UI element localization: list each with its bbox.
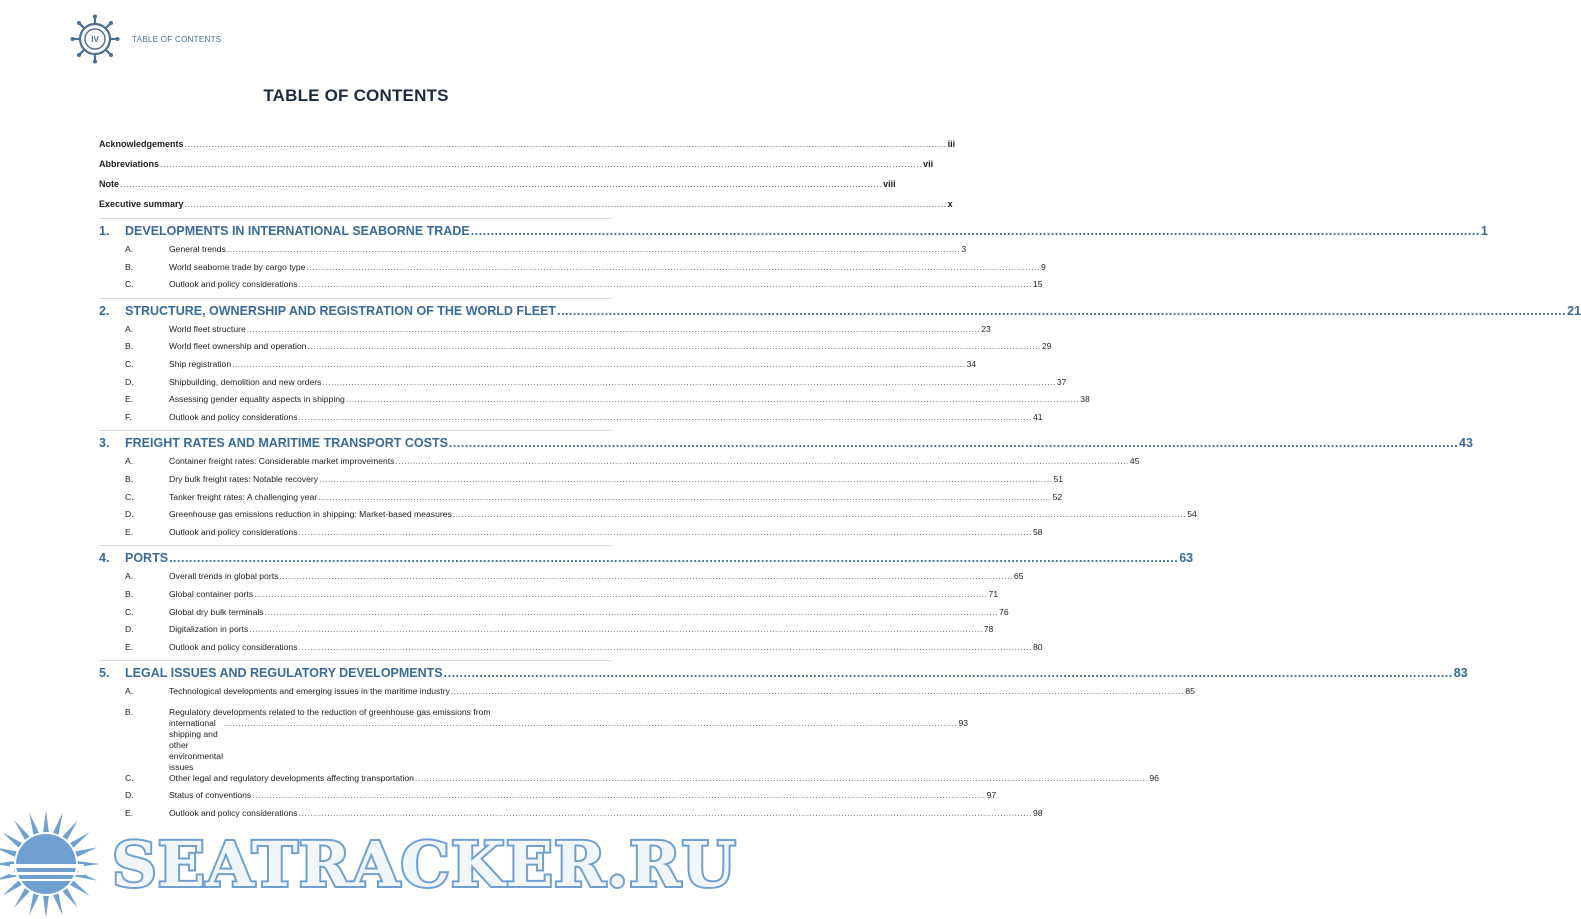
- page-number: iii: [947, 139, 956, 149]
- page-header: [70, 14, 221, 64]
- chapter-number: 5.: [99, 666, 110, 681]
- section-letter: D.: [125, 624, 134, 635]
- dot-leader: [265, 607, 998, 618]
- dot-leader: [557, 302, 1566, 320]
- page-number: 34: [966, 358, 977, 369]
- section-entry[interactable]: [99, 588, 999, 607]
- section-entry[interactable]: [99, 606, 1009, 625]
- section-entry[interactable]: [99, 772, 1159, 791]
- section-title: Status of conventions: [169, 790, 252, 801]
- section-entry[interactable]: [99, 244, 967, 262]
- section-title: Other legal and regulatory developments affecting transportation: [169, 772, 414, 783]
- page-number: 3: [961, 244, 967, 254]
- watermark-text: SEATRACKER.RU: [112, 828, 737, 901]
- dot-leader: [247, 324, 980, 335]
- dot-leader: [279, 571, 1012, 582]
- chapter-title: PORTS: [125, 551, 169, 566]
- section-letter: D.: [125, 509, 134, 520]
- section-entry[interactable]: [99, 279, 1043, 297]
- section-letter: E.: [125, 394, 134, 405]
- page-number: x: [947, 199, 953, 209]
- section-letter: C.: [125, 491, 134, 502]
- sun-ray: [43, 896, 49, 918]
- dot-leader: [299, 642, 1032, 653]
- page-number: 37: [1056, 376, 1067, 387]
- chapter-title: LEGAL ISSUES AND REGULATORY DEVELOPMENTS: [125, 666, 443, 681]
- roman-numeral: IV: [91, 35, 99, 44]
- dot-leader: [453, 509, 1186, 520]
- sun-ray: [29, 893, 39, 915]
- entry-title: Acknowledgements: [99, 139, 184, 149]
- dot-leader: [252, 790, 985, 801]
- section-entry[interactable]: [99, 571, 1024, 589]
- section-title: World fleet structure: [169, 323, 246, 334]
- page-number: 76: [999, 606, 1009, 617]
- front-matter-entry[interactable]: [99, 177, 896, 197]
- sun-ray: [2, 832, 22, 847]
- section-title: Tanker freight rates: A challenging year: [169, 491, 318, 502]
- section-letter: C.: [125, 279, 134, 290]
- section-title: World fleet ownership and operation: [169, 341, 307, 352]
- section-entry[interactable]: [99, 526, 1043, 545]
- section-title: Technological developments and emerging issues in the maritime industry: [169, 686, 450, 697]
- dot-leader: [185, 137, 947, 151]
- entry-title: Note: [99, 179, 119, 189]
- sun-ray: [53, 813, 63, 835]
- sun-ray: [53, 893, 63, 915]
- section-letter: D.: [125, 376, 134, 387]
- section-entry[interactable]: [99, 323, 991, 342]
- page-number: 29: [1041, 341, 1052, 352]
- section-title: General trends: [169, 244, 226, 254]
- header-label: TABLE OF CONTENTS: [132, 34, 222, 44]
- dot-leader: [319, 474, 1052, 485]
- sun-ray: [43, 810, 49, 832]
- chapter-number: 1.: [99, 224, 110, 238]
- page-title: TABLE OF CONTENTS: [263, 86, 449, 105]
- chapter-number: 2.: [99, 303, 110, 318]
- page-number: 93: [958, 717, 969, 728]
- chapter-title: FREIGHT RATES AND MARITIME TRANSPORT COSTS: [125, 436, 448, 451]
- sun-ray: [2, 880, 22, 895]
- front-matter-entry[interactable]: [99, 197, 953, 217]
- page-number: 15: [1032, 279, 1043, 290]
- chapter-heading[interactable]: [99, 660, 1468, 686]
- dot-leader: [306, 262, 1039, 273]
- section-letter: C.: [125, 606, 134, 617]
- front-matter-entry[interactable]: [99, 137, 956, 157]
- page-number: 9: [1040, 261, 1046, 272]
- dot-leader: [185, 197, 947, 211]
- dot-leader: [415, 773, 1148, 784]
- dot-leader: [299, 279, 1032, 290]
- dot-leader: [471, 222, 1480, 240]
- section-letter: E.: [125, 641, 134, 652]
- chapter-number: 4.: [99, 551, 110, 566]
- page-number: 71: [988, 588, 999, 599]
- chapter-heading[interactable]: [99, 298, 1581, 324]
- section-title: Outlook and policy considerations: [169, 641, 298, 652]
- page-number: 45: [1129, 456, 1140, 467]
- page-number: 51: [1053, 473, 1064, 484]
- dot-leader: [449, 434, 1458, 452]
- section-title: Digitalization in ports: [169, 624, 249, 635]
- chapter-number: 3.: [99, 436, 110, 451]
- section-title: World seaborne trade by cargo type: [169, 261, 306, 272]
- dot-leader: [224, 718, 957, 729]
- sun-ray: [0, 847, 17, 857]
- section-letter: C.: [125, 772, 134, 783]
- sun-ray: [29, 813, 39, 835]
- section-entry[interactable]: [99, 473, 1064, 492]
- page-number: 52: [1052, 491, 1063, 502]
- sun-ray: [14, 888, 29, 908]
- page-number: viii: [883, 179, 896, 189]
- section-title: Container freight rates: Considerable market improvements: [169, 456, 395, 467]
- section-entry[interactable]: [99, 624, 994, 642]
- section-letter: E.: [125, 526, 134, 537]
- dot-leader: [346, 394, 1079, 405]
- dot-leader: [120, 177, 882, 191]
- chapter-heading[interactable]: [99, 218, 1488, 244]
- section-title: Global dry bulk terminals: [169, 606, 264, 617]
- dot-leader: [395, 456, 1128, 467]
- section-entry[interactable]: [99, 394, 1090, 412]
- section-letter: A.: [125, 456, 134, 467]
- dot-leader: [299, 412, 1032, 423]
- dot-leader: [299, 527, 1032, 538]
- sun-ray: [14, 820, 29, 840]
- section-entry[interactable]: [99, 686, 1195, 704]
- chapter-heading[interactable]: [99, 430, 1473, 456]
- section-title: Outlook and policy considerations: [169, 808, 298, 819]
- section-entry[interactable]: [99, 456, 1140, 474]
- section-title: Assessing gender equality aspects in shipping: [169, 394, 345, 405]
- page-number: 97: [986, 790, 997, 801]
- page-number: 85: [1185, 686, 1195, 697]
- section-letter: F.: [125, 411, 132, 422]
- section-entry[interactable]: [99, 641, 1043, 660]
- page-number: 63: [1179, 551, 1194, 566]
- section-letter: B.: [125, 473, 134, 484]
- section-title: Global container ports: [169, 588, 254, 599]
- section-letter: A.: [125, 323, 134, 334]
- section-letter: A.: [125, 571, 134, 582]
- section-title: Dry bulk freight rates: Notable recovery: [169, 473, 319, 484]
- dot-leader: [322, 377, 1055, 388]
- dot-leader: [254, 589, 987, 600]
- section-title: Greenhouse gas emissions reduction in shipping: Market-based measures: [169, 509, 452, 520]
- page-number: 65: [1013, 571, 1024, 582]
- section-letter: A.: [125, 686, 134, 697]
- chapter-title: STRUCTURE, OWNERSHIP AND REGISTRATION OF THE WORLD FLEET: [125, 303, 557, 318]
- section-letter: D.: [125, 790, 134, 801]
- sun-ray: [75, 847, 97, 857]
- entry-title: Executive summary: [99, 199, 184, 209]
- dot-leader: [227, 244, 960, 255]
- sun-ray: [62, 888, 77, 908]
- page-number: 41: [1032, 411, 1043, 422]
- section-title-line1: Regulatory developments related to the reduction of greenhouse gas emissions from: [169, 706, 491, 717]
- page-number: 83: [1453, 666, 1468, 681]
- section-title: Outlook and policy considerations: [169, 411, 298, 422]
- section-entry[interactable]: [99, 341, 1052, 359]
- page-number: 1: [1480, 224, 1488, 238]
- dot-leader: [444, 664, 1453, 682]
- sun-ray: [70, 832, 90, 847]
- section-entry[interactable]: [99, 376, 1067, 395]
- page-number: 78: [983, 624, 994, 635]
- front-matter-entry[interactable]: [99, 157, 934, 177]
- section-title: Ship registration: [169, 358, 232, 369]
- page-number: 98: [1032, 808, 1043, 819]
- section-letter: B.: [125, 341, 134, 352]
- sun-ray: [62, 820, 77, 840]
- section-title: Shipbuilding, demolition and new orders: [169, 376, 322, 387]
- page-number: 21: [1567, 303, 1581, 318]
- page-number: vii: [923, 159, 934, 169]
- entry-title: Abbreviations: [99, 159, 160, 169]
- chapter-heading[interactable]: [99, 545, 1194, 571]
- section-entry[interactable]: [99, 411, 1043, 430]
- dot-leader: [318, 492, 1051, 503]
- section-entry[interactable]: [99, 358, 977, 377]
- section-entry[interactable]: [99, 790, 997, 808]
- section-entry[interactable]: [99, 509, 1197, 527]
- section-letter: E.: [125, 808, 134, 819]
- section-title: Outlook and policy considerations: [169, 526, 298, 537]
- dot-leader: [451, 686, 1184, 697]
- page-number: 54: [1187, 509, 1197, 520]
- section-letter: C.: [125, 358, 134, 369]
- page-number: 80: [1032, 641, 1043, 652]
- table-of-contents: [99, 137, 1581, 826]
- section-letter: B.: [125, 706, 134, 717]
- page-number: 58: [1032, 526, 1043, 537]
- dot-leader: [160, 157, 922, 171]
- section-entry[interactable]: [99, 491, 1063, 510]
- section-letter: B.: [125, 588, 134, 599]
- sun-icon: [0, 808, 112, 919]
- ship-wheel-icon: [70, 14, 120, 64]
- page-number: 96: [1149, 772, 1159, 783]
- section-title: Outlook and policy considerations: [169, 279, 298, 290]
- dot-leader: [232, 359, 965, 370]
- dot-leader: [307, 341, 1040, 352]
- page-number: 38: [1080, 394, 1090, 405]
- page-number: 23: [981, 323, 991, 334]
- chapter-title: DEVELOPMENTS IN INTERNATIONAL SEABORNE TRADE: [125, 224, 470, 238]
- page-number: 43: [1459, 436, 1473, 451]
- watermark: [0, 808, 737, 919]
- sun-ray: [70, 880, 90, 895]
- dot-leader: [249, 624, 982, 635]
- section-entry[interactable]: [99, 261, 1046, 280]
- section-entry[interactable]: [99, 704, 969, 773]
- section-letter: A.: [125, 244, 134, 254]
- section-title-line2: international shipping and other environmental issues: [169, 717, 223, 772]
- dot-leader: [169, 549, 1178, 567]
- section-title: Overall trends in global ports: [169, 571, 279, 582]
- section-letter: B.: [125, 261, 134, 272]
